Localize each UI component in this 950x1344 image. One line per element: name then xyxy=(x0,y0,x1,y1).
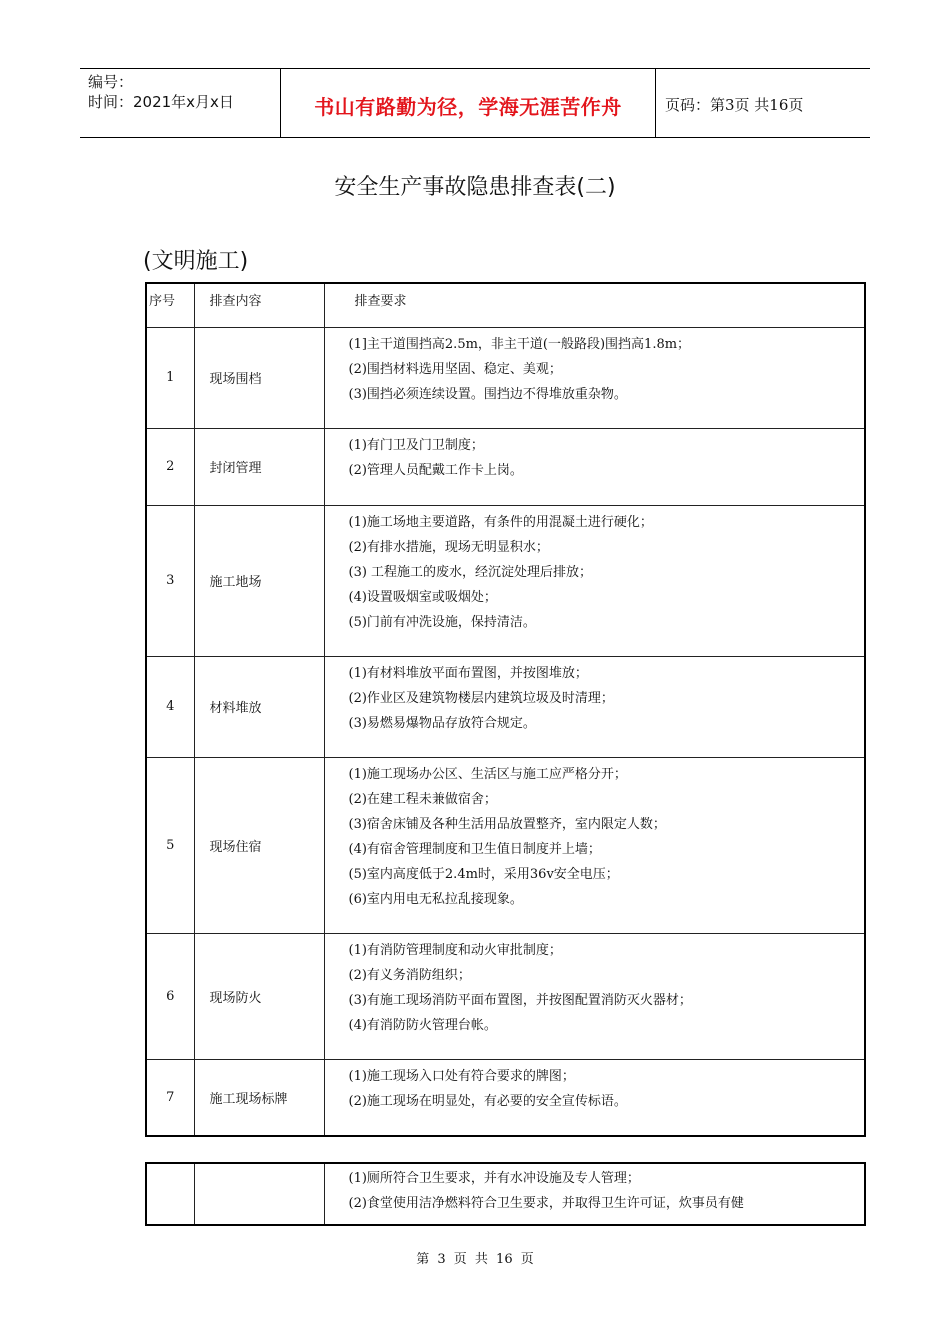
table-row xyxy=(146,933,865,1059)
table-row xyxy=(146,1163,865,1225)
row-item: 施工现场标牌 xyxy=(194,1059,324,1136)
req-line: (3)有施工现场消防平面布置图，并按图配置消防灭火器材； xyxy=(348,992,692,1008)
req-line: (3)宿舍床铺及各种生活用品放置整齐，室内限定人数； xyxy=(348,816,666,832)
req-line: (2)有义务消防组织； xyxy=(348,967,471,983)
row-no: 3 xyxy=(146,505,194,656)
req-line: (2)围挡材料选用坚固、稳定、美观； xyxy=(348,361,562,377)
table-row xyxy=(146,327,865,428)
header-meta xyxy=(80,69,280,137)
date-label: 时间：2021年x月x日 xyxy=(88,93,234,111)
req-line: (1)施工场地主要道路，有条件的用混凝土进行硬化； xyxy=(348,514,653,530)
row-item: 现场住宿 xyxy=(194,757,324,933)
row-item: 现场防火 xyxy=(194,933,324,1059)
row-reqs xyxy=(324,327,865,428)
req-line: (6)室内用电无私拉乱接现象。 xyxy=(348,891,523,907)
document-title: 安全生产事故隐患排查表(二) xyxy=(334,175,616,200)
row-reqs xyxy=(324,933,865,1059)
req-line: (1)有消防管理制度和动火审批制度； xyxy=(348,942,562,958)
req-line: (3)围挡必须连续设置。围挡边不得堆放重杂物。 xyxy=(348,386,627,402)
row-no: 2 xyxy=(146,428,194,505)
header-motto-cell xyxy=(280,69,656,137)
req-line: (1)有材料堆放平面布置图，并按图堆放； xyxy=(348,665,588,681)
row-no: 1 xyxy=(146,327,194,428)
req-line: (4)有消防防火管理台帐。 xyxy=(348,1017,497,1033)
row-no: 6 xyxy=(146,933,194,1059)
req-line: (4)设置吸烟室或吸烟处； xyxy=(348,589,497,605)
row-reqs xyxy=(324,757,865,933)
row-item: 封闭管理 xyxy=(194,428,324,505)
header-no: 序号 xyxy=(146,283,194,327)
req-line: (1)施工现场入口处有符合要求的牌图； xyxy=(348,1068,575,1084)
inspection-table xyxy=(145,282,866,1137)
row-item: 现场围档 xyxy=(194,327,324,428)
number-label: 编号： xyxy=(88,73,134,91)
req-line: (4)有宿舍管理制度和卫生值日制度并上墙； xyxy=(348,841,601,857)
row-item xyxy=(194,1163,324,1225)
req-line: (2)作业区及建筑物楼层内建筑垃圾及时清理； xyxy=(348,690,614,706)
row-reqs xyxy=(324,656,865,757)
req-line: (3)易燃易爆物品存放符合规定。 xyxy=(348,715,536,731)
table-row xyxy=(146,428,865,505)
continuation-table xyxy=(145,1162,866,1226)
header-page-cell xyxy=(655,69,870,137)
row-no xyxy=(146,1163,194,1225)
row-reqs xyxy=(324,1163,865,1225)
header-req: 排查要求 xyxy=(324,283,865,327)
req-line: (1)厕所符合卫生要求，并有水冲设施及专人管理； xyxy=(348,1171,640,1186)
table-row xyxy=(146,656,865,757)
motto: 书山有路勤为径，学海无涯苦作舟 xyxy=(314,95,622,119)
req-line: (5)门前有冲洗设施，保持清洁。 xyxy=(348,614,536,630)
req-line: (2)在建工程未兼做宿舍； xyxy=(348,791,497,807)
header-item: 排查内容 xyxy=(194,283,324,327)
row-no: 5 xyxy=(146,757,194,933)
row-no: 7 xyxy=(146,1059,194,1136)
table-row xyxy=(146,757,865,933)
req-line: (1]主干道围挡高2.5m，非主干道(一般路段)围挡高1.8m； xyxy=(348,336,691,352)
table-header-row xyxy=(146,283,865,327)
row-reqs xyxy=(324,505,865,656)
row-reqs xyxy=(324,428,865,505)
req-line: (1)施工现场办公区、生活区与施工应严格分开； xyxy=(348,766,627,782)
req-line: (2)管理人员配戴工作卡上岗。 xyxy=(348,462,523,478)
req-line: (2)施工现场在明显处，有必要的安全宣传标语。 xyxy=(348,1093,627,1109)
section-title: (文明施工) xyxy=(143,249,249,274)
page-footer: 第 3 页 共 16 页 xyxy=(416,1252,534,1267)
row-reqs xyxy=(324,1059,865,1136)
req-line: (2)食堂使用洁净燃料符合卫生要求，并取得卫生许可证，炊事员有健 xyxy=(348,1196,744,1211)
row-item: 材料堆放 xyxy=(194,656,324,757)
row-item: 施工地场 xyxy=(194,505,324,656)
row-no: 4 xyxy=(146,656,194,757)
table-row xyxy=(146,505,865,656)
req-line: (3) 工程施工的废水，经沉淀处理后排放； xyxy=(348,564,593,580)
req-line: (2)有排水措施，现场无明显积水； xyxy=(348,539,549,555)
req-line: (5)室内高度低于2.4m时，采用36v安全电压； xyxy=(348,866,619,882)
page-header xyxy=(80,68,870,138)
req-line: (1)有门卫及门卫制度； xyxy=(348,437,484,453)
table-row xyxy=(146,1059,865,1136)
page-info: 页码：第3页 共16页 xyxy=(665,96,804,114)
